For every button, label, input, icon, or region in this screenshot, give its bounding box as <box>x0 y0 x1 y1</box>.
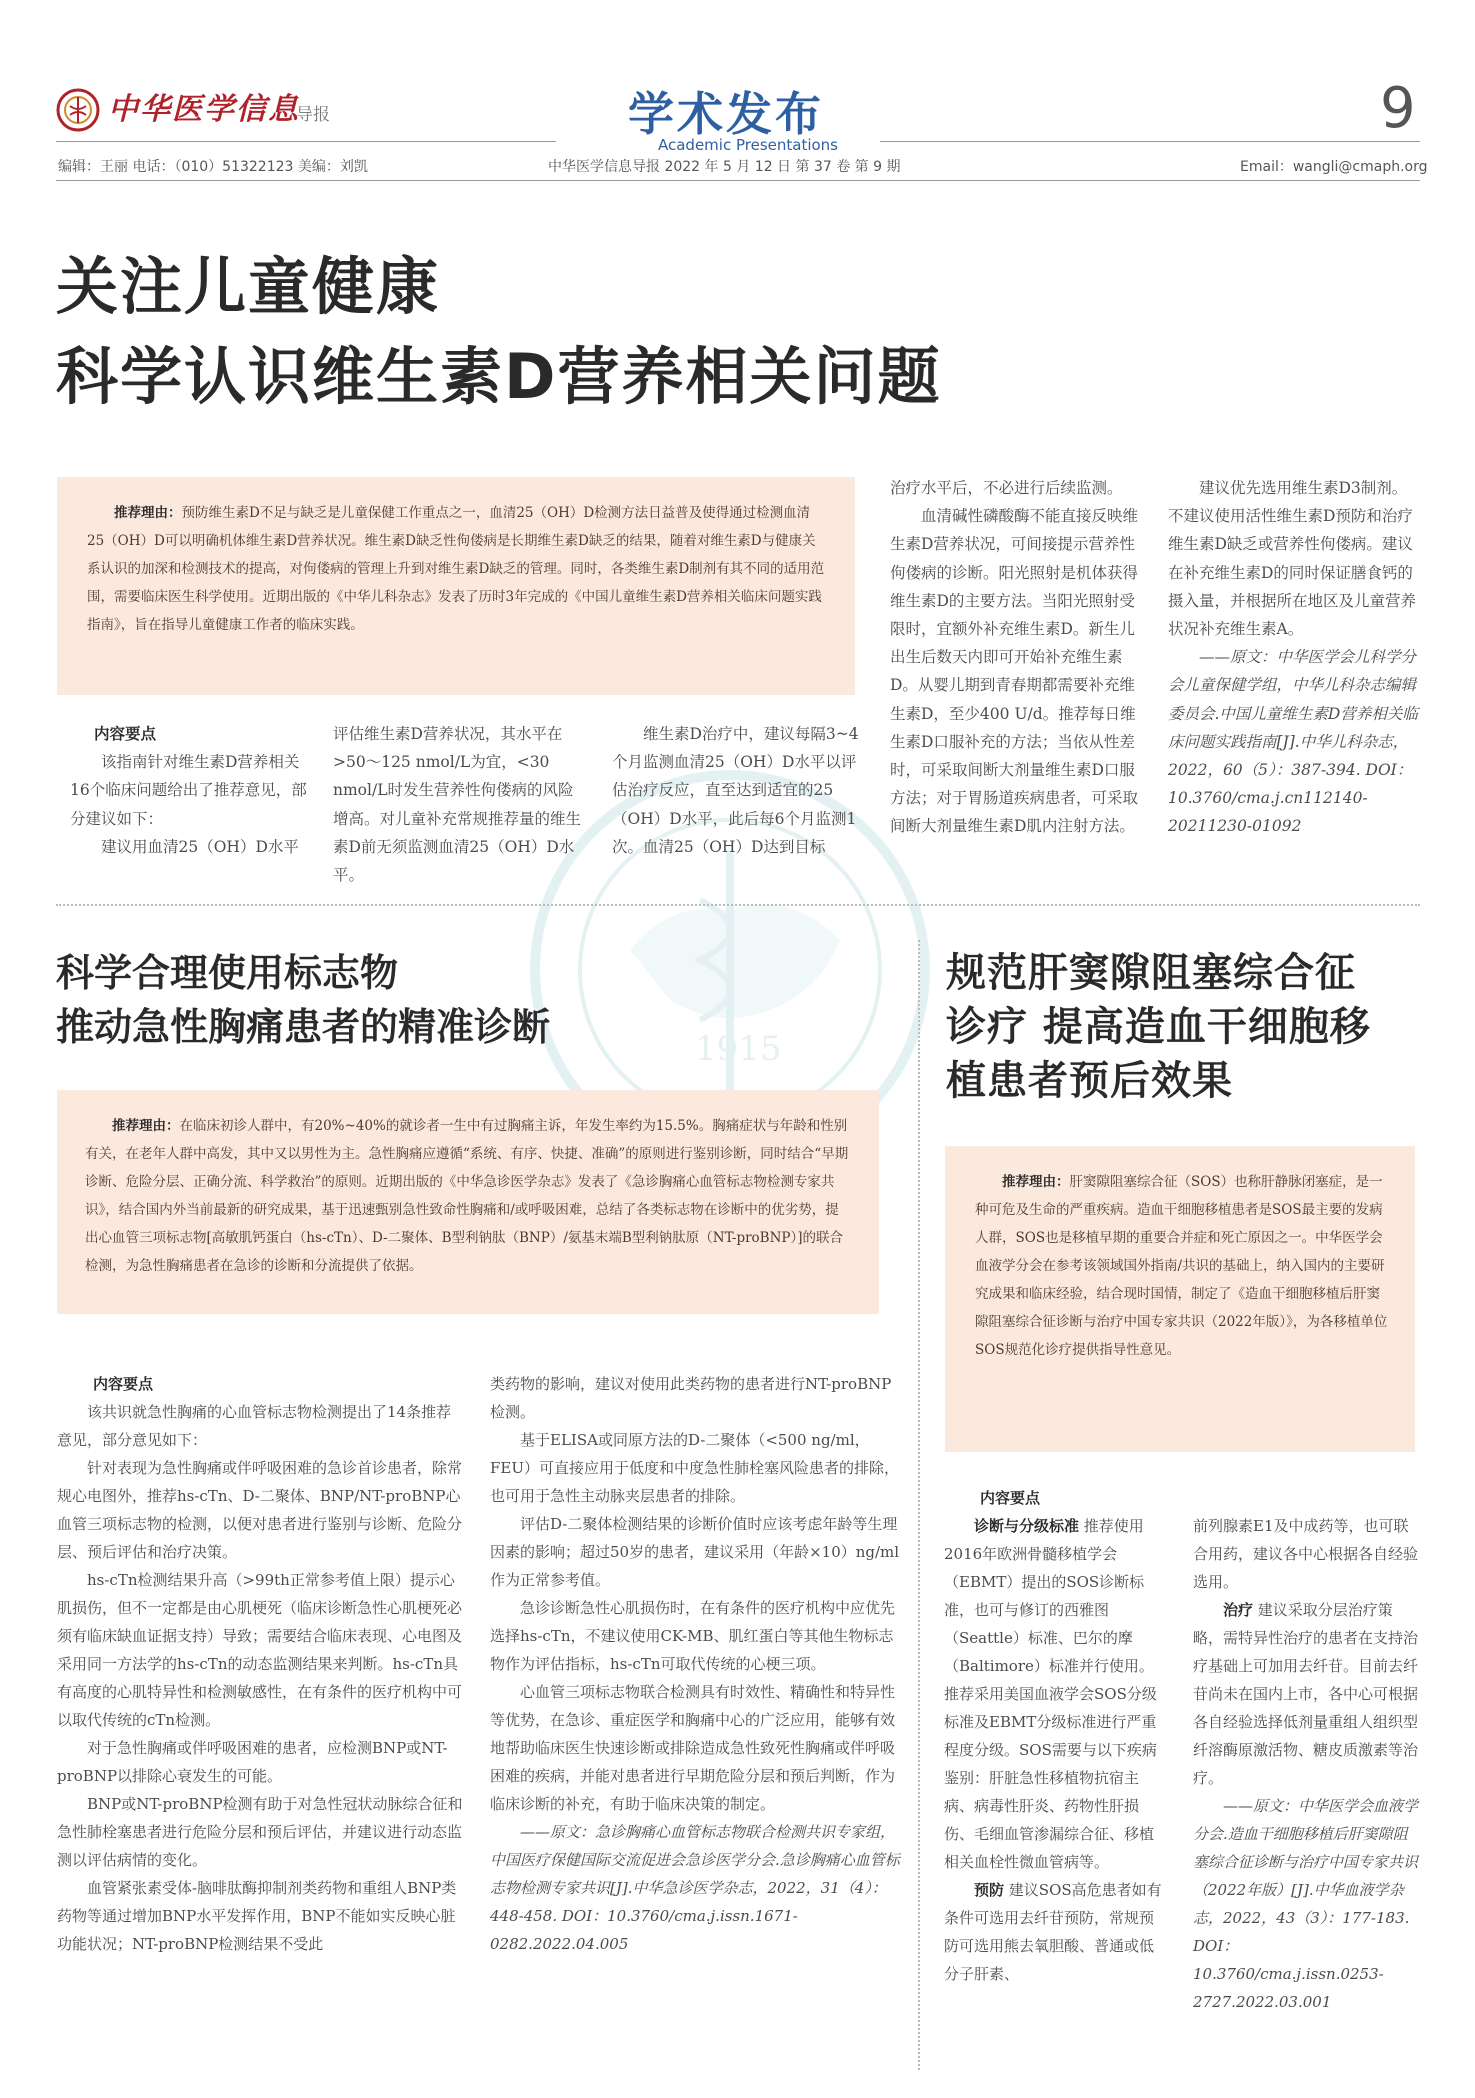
article2-col1 <box>57 1370 465 1958</box>
article1-col5 <box>1168 474 1420 841</box>
paragraph: 血管紧张素受体-脑啡肽酶抑制剂类药物和重组人BNP类药物等通过增加BNP水平发挥作用，BNP不能如实反映心脏功能状况；NT-proBNP检测结果不受此 <box>57 1879 457 1953</box>
paragraph: 治疗水平后，不必进行后续监测。 <box>890 479 1123 497</box>
society-logo-icon <box>56 88 100 132</box>
paragraph: 建议用血清25（OH）D水平 <box>101 837 299 856</box>
article1-title-line1: 关注儿童健康 <box>56 250 441 323</box>
section-title: 学术发布 <box>628 87 824 141</box>
masthead-name: 中华医学信息 <box>108 92 300 127</box>
paragraph: 该共识就急性胸痛的心血管标志物检测提出了14条推荐意见，部分意见如下： <box>57 1403 452 1449</box>
section-divider <box>56 904 1420 906</box>
paragraph: 针对表现为急性胸痛或伴呼吸困难的急诊首诊患者，除常规心电图外，推荐hs-cTn、D-二聚体、BNP/NT-proBNP心血管三项标志物的检测，以便对患者进行鉴别与诊断、危险分层、预后评估和治疗决策。 <box>57 1459 463 1561</box>
article3-title <box>946 946 1371 1108</box>
article3-title-line2: 诊疗 提高造血干细胞移 <box>946 1004 1371 1050</box>
citation: ——原文：急诊胸痛心血管标志物联合检测共识专家组，中国医疗保健国际交流促进会急诊医学分会.急诊胸痛心血管标志物检测专家共识[J].中华急诊医学杂志，2022，31（4）：448-458. DOI：10.3760/cma.j.issn.1671-0282.2022.04.005 <box>490 1823 900 1953</box>
paragraph: 急诊诊断急性心肌损伤时，在有条件的医疗机构中应优先选择hs-cTn，不建议使用CK-MB、肌红蛋白等其他生物标志物作为评估指标，hs-cTn可取代传统的心梗三项。 <box>490 1599 896 1673</box>
article2-col2 <box>490 1370 900 1958</box>
citation: ——原文：中华医学会儿科学分会儿童保健学组，中华儿科杂志编辑委员会.中国儿童维生素D营养相关临床问题实践指南[J].中华儿科杂志，2022，60（5）：387-394. DOI：10.3760/cma.j.cn112140-20211230-01092 <box>1168 648 1418 836</box>
article2-title-line1: 科学合理使用标志物 <box>56 951 399 995</box>
paragraph: 前列腺素E1及中成药等，也可联合用药，建议各中心根据各自经验选用。 <box>1193 1517 1419 1591</box>
article3-recommendation-box <box>945 1146 1415 1452</box>
article1-recommendation-box <box>57 477 855 695</box>
article3-title-line3: 植患者预后效果 <box>946 1058 1233 1104</box>
paragraph: 该指南针对维生素D营养相关16个临床问题给出了推荐意见，部分建议如下： <box>70 753 307 828</box>
article2-recommendation-box <box>57 1090 879 1314</box>
subheading: 诊断与分级标准 <box>974 1517 1080 1535</box>
rec-text: 预防维生素D不足与缺乏是儿童保健工作重点之一，血清25（OH）D检测方法日益普及使得通过检测血清25（OH）D可以明确机体维生素D营养状况。维生素D缺乏性佝偻病是长期维生素D缺乏的结果，随着对维生素D与健康关系认识的加深和检测技术的提高，对佝偻病的管理上升到对维生素D缺乏的管理。同时，各类维生素D制剂有其不同的适用范围，需要临床医生科学使用。近期出版的《中华儿科杂志》发表了历时3年完成的《中国儿童维生素D营养相关临床问题实践指南》，旨在指导儿童健康工作者的临床实践。 <box>87 505 825 633</box>
article1-col1 <box>70 720 310 861</box>
article2-title-line2: 推动急性胸痛患者的精准诊断 <box>56 1005 551 1049</box>
paragraph: 心血管三项标志物联合检测具有时效性、精确性和特异性等优势，在急诊、重症医学和胸痛中心的广泛应用，能够有效地帮助临床医生快速诊断或排除造成急性致死性胸痛或伴呼吸困难的疾病，并能对患者进行早期危险分层和预后判断，作为临床诊断的补充，有助于临床决策的制定。 <box>490 1683 896 1813</box>
citation: ——原文：中华医学会血液学分会.造血干细胞移植后肝窦隙阻塞综合征诊断与治疗中国专家共识（2022年版）[J].中华血液学杂志，2022，43（3）：177-183. DOI：10.3760/cma.j.issn.0253-2727.2022.03.001 <box>1193 1797 1419 2011</box>
paragraph: 类药物的影响，建议对使用此类药物的患者进行NT-proBNP检测。 <box>490 1375 892 1421</box>
paragraph: 血清碱性磷酸酶不能直接反映维生素D营养状况，可间接提示营养性佝偻病的诊断。阳光照射是机体获得维生素D的主要方法。当阳光照射受限时，宜额外补充维生素D。新生儿出生后数天内即可开始补充维生素D。从婴儿期到青春期都需要补充维生素D，至少400 U/d。推荐每日维生素D口服补充的方法；当依从性差时，可采取间断大剂量维生素D口服方法；对于胃肠道疾病患者，可采取间断大剂量维生素D肌内注射方法。 <box>890 507 1139 836</box>
rec-label: 推荐理由： <box>114 505 182 521</box>
editor-info: 编辑：王丽 电话：（010）51322123 美编：刘凯 <box>58 159 368 175</box>
subheading: 治疗 <box>1223 1601 1254 1619</box>
paragraph: hs-cTn检测结果升高（>99th正常参考值上限）提示心肌损伤，但不一定都是由心肌梗死（临床诊断急性心肌梗死必须有临床缺血证据支持）导致；需要结合临床表现、心电图及采用同一方法学的hs-cTn的动态监测结果来判断。hs-cTn具有高度的心肌特异性和检测敏感性，在有条件的医疗机构中可以取代传统的cTn检测。 <box>57 1571 463 1729</box>
article1-title <box>56 242 941 422</box>
email-info: Email：wangli@cmaph.org <box>1240 159 1428 175</box>
paragraph: 评估维生素D营养状况，其水平在>50～125 nmol/L为宜，<30 nmol/L时发生营养性佝偻病的风险增高。对儿童补充常规推荐量的维生素D前无须监测血清25（OH）D水平。 <box>333 725 582 885</box>
key-points-label: 内容要点 <box>93 1375 154 1393</box>
article1-title-line2: 科学认识维生素D营养相关问题 <box>56 340 942 413</box>
section-subtitle: Academic Presentations <box>658 136 838 154</box>
masthead-subtitle: 导报 <box>296 105 330 125</box>
key-points-label: 内容要点 <box>980 1489 1041 1507</box>
rec-label: 推荐理由： <box>112 1118 180 1134</box>
article2-title <box>56 946 550 1054</box>
paragraph: 维生素D治疗中，建议每隔3~4个月监测血清25（OH）D水平以评估治疗反应，直至达到适宜的25（OH）D水平，此后每6个月监测1次。血清25（OH）D达到目标 <box>612 725 859 856</box>
article3-col2 <box>1193 1484 1419 2016</box>
paragraph: 对于急性胸痛或伴呼吸困难的患者，应检测BNP或NT-proBNP以排除心衰发生的可能。 <box>57 1739 448 1785</box>
watermark-year: 1915 <box>695 1029 782 1069</box>
paragraph: BNP或NT-proBNP检测有助于对急性冠状动脉综合征和急性肺栓塞患者进行危险分层和预后评估，并建议进行动态监测以评估病情的变化。 <box>57 1795 463 1869</box>
paragraph: 推荐使用2016年欧洲骨髓移植学会（EBMT）提出的SOS诊断标准，也可与修订的西雅图（Seattle）标准、巴尔的摩（Baltimore）标准并行使用。推荐采用美国血液学会SOS分级标准及EBMT分级标准进行严重程度分级。SOS需要与以下疾病鉴别：肝脏急性移植物抗宿主病、病毒性肝炎、药物性肝损伤、毛细血管渗漏综合征、移植相关血栓性微血管病等。 <box>944 1517 1157 1871</box>
header-bottom-rule <box>56 180 1420 181</box>
rec-text: 在临床初诊人群中，有20%~40%的就诊者一生中有过胸痛主诉，年发生率约为15.5%。胸痛症状与年龄和性别有关，在老年人群中高发，其中又以男性为主。急性胸痛应遵循“系统、有序、快捷、准确”的原则进行鉴别诊断，同时结合“早期诊断、危险分层、正确分流、科学救治”的原则。近期出版的《中华急诊医学杂志》发表了《急诊胸痛心血管标志物检测专家共识》，结合国内外当前最新的研究成果，基于迅速甄别急性致命性胸痛和/或呼吸困难，总结了各类标志物在诊断中的优劣势，提出心血管三项标志物[高敏肌钙蛋白（hs-cTn）、D-二聚体、B型利钠肽（BNP）/氨基末端B型利钠肽原（NT-proBNP）]的联合检测，为急性胸痛患者在急诊的诊断和分流提供了依据。 <box>85 1118 849 1274</box>
issue-info: 中华医学信息导报 2022 年 5 月 12 日 第 37 卷 第 9 期 <box>548 159 901 175</box>
paragraph: 评估D-二聚体检测结果的诊断价值时应该考虑年龄等生理因素的影响；超过50岁的患者，建议采用（年龄×10）ng/ml作为正常参考值。 <box>490 1515 900 1589</box>
article1-col3 <box>612 720 867 861</box>
column-divider <box>918 940 920 2070</box>
article3-col1 <box>944 1484 1166 1988</box>
paragraph: 基于ELISA或同原方法的D-二聚体（<500 ng/ml，FEU）可直接应用于低度和中度急性肺栓塞风险患者的排除，也可用于急性主动脉夹层患者的排除。 <box>490 1431 900 1505</box>
paragraph: 建议优先选用维生素D3制剂。不建议使用活性维生素D预防和治疗维生素D缺乏或营养性佝偻病。建议在补充维生素D的同时保证膳食钙的摄入量，并根据所在地区及儿童营养状况补充维生素A。 <box>1168 479 1417 639</box>
page-number: 9 <box>1380 76 1416 141</box>
key-points-label: 内容要点 <box>94 725 157 743</box>
article3-title-line1: 规范肝窦隙阻塞综合征 <box>946 950 1356 996</box>
rec-text: 肝窦隙阻塞综合征（SOS）也称肝静脉闭塞症，是一种可危及生命的严重疾病。造血干细胞移植患者是SOS最主要的发病人群，SOS也是移植早期的重要合并症和死亡原因之一。中华医学会血液学分会在参考该领域国外指南/共识的基础上，纳入国内的主要研究成果和临床经验，结合现时国情，制定了《造血干细胞移植后肝窦隙阻塞综合征诊断与治疗中国专家共识（2022年版）》，为各移植单位SOS规范化诊疗提供指导性意见。 <box>975 1174 1388 1358</box>
rec-label: 推荐理由： <box>1002 1174 1070 1190</box>
paragraph: 建议SOS高危患者如有条件可选用去纤苷预防，常规预防可选用熊去氧胆酸、普通或低分子肝素、 <box>944 1881 1162 1983</box>
header-rule-right <box>880 141 1420 142</box>
article1-col2 <box>333 720 588 889</box>
paragraph: 建议采取分层治疗策略，需特异性治疗的患者在支持治疗基础上可加用去纤苷。目前去纤苷尚未在国内上市，各中心可根据各自经验选择低剂量重组人组织型纤溶酶原激活物、糖皮质激素等治疗。 <box>1193 1601 1419 1787</box>
header-rule-left <box>56 141 556 142</box>
article1-col4 <box>890 474 1145 841</box>
subheading: 预防 <box>974 1881 1005 1899</box>
